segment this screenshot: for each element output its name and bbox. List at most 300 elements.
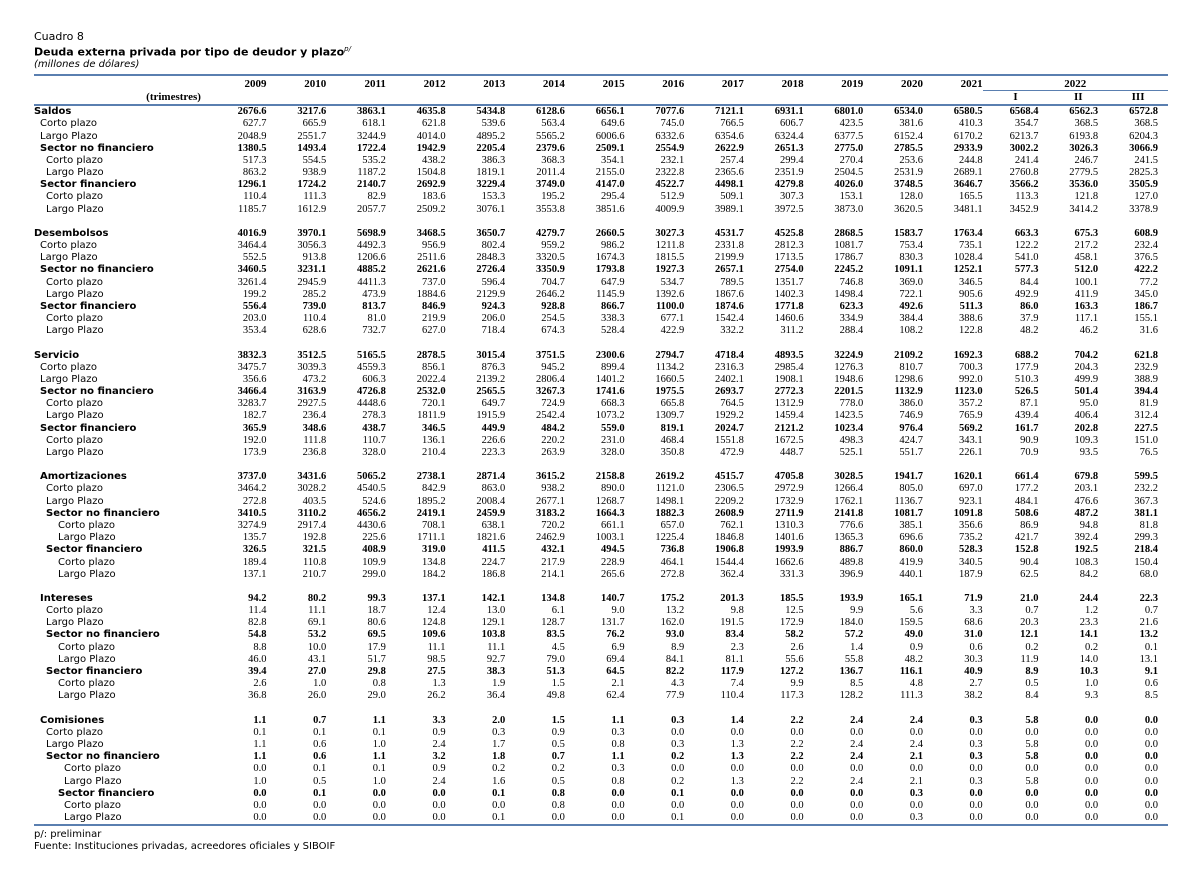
table-row bbox=[34, 167, 1168, 179]
value-cell: 27.0 bbox=[307, 666, 327, 677]
value-cell: 1091.1 bbox=[894, 264, 923, 276]
value-cell: 111.3 bbox=[303, 191, 327, 203]
year-header-blank bbox=[326, 90, 386, 105]
value-cell: 3464.4 bbox=[237, 240, 267, 251]
value-cell: 0.7 bbox=[1025, 605, 1039, 617]
value-cell: 86.9 bbox=[1020, 519, 1039, 531]
value-cell: 2158.8 bbox=[595, 471, 625, 483]
year-header-blank bbox=[267, 90, 327, 105]
value-cell: 1.0 bbox=[372, 738, 386, 750]
value-cell: 0.0 bbox=[850, 812, 864, 824]
value-cell: 746.8 bbox=[839, 276, 864, 288]
value-cell: 1225.4 bbox=[655, 532, 685, 544]
value-cell: 4279.7 bbox=[536, 227, 565, 239]
value-cell: 408.9 bbox=[362, 544, 386, 556]
value-cell: 524.6 bbox=[362, 495, 386, 507]
value-cell: 938.9 bbox=[302, 167, 327, 179]
value-cell: 1145.9 bbox=[596, 288, 625, 300]
value-cell: 49.8 bbox=[546, 690, 565, 702]
value-cell: 1895.2 bbox=[416, 495, 446, 507]
value-cell: 2.4 bbox=[432, 738, 446, 750]
spacer-row bbox=[34, 216, 1168, 228]
value-cell: 184.2 bbox=[421, 568, 446, 580]
table-number: Cuadro 8 bbox=[34, 30, 84, 43]
value-cell: 1793.8 bbox=[595, 264, 625, 276]
value-cell: 627.0 bbox=[421, 325, 446, 337]
table-row bbox=[34, 678, 1168, 690]
value-cell: 0.0 bbox=[1144, 714, 1158, 726]
value-cell: 177.2 bbox=[1014, 483, 1039, 495]
value-cell: 0.0 bbox=[1144, 812, 1158, 824]
value-cell: 1915.9 bbox=[476, 410, 506, 422]
value-cell: 3460.5 bbox=[237, 264, 267, 276]
value-cell: 369.0 bbox=[899, 276, 923, 288]
value-cell: 338.3 bbox=[600, 313, 625, 325]
value-cell: 1493.4 bbox=[297, 142, 327, 154]
value-cell: 0.3 bbox=[969, 751, 983, 763]
value-cell: 4492.3 bbox=[357, 240, 386, 251]
value-cell: 0.9 bbox=[432, 726, 446, 738]
value-cell: 1121.0 bbox=[655, 483, 685, 495]
value-cell: 21.0 bbox=[1020, 592, 1039, 604]
value-cell: 270.4 bbox=[839, 154, 864, 166]
value-cell: 762.1 bbox=[720, 519, 744, 531]
value-cell: 1551.8 bbox=[715, 434, 744, 446]
value-cell: 2794.7 bbox=[655, 349, 685, 361]
value-cell: 559.0 bbox=[600, 422, 625, 434]
value-cell: 116.1 bbox=[899, 666, 923, 677]
value-cell: 661.1 bbox=[600, 519, 625, 531]
value-cell: 203.1 bbox=[1074, 483, 1099, 495]
value-cell: 1660.5 bbox=[655, 373, 685, 385]
row-label: Largo Plazo bbox=[40, 252, 98, 264]
value-cell: 8.9 bbox=[1025, 666, 1039, 677]
value-cell: 0.3 bbox=[969, 714, 983, 726]
value-cell: 2462.9 bbox=[536, 532, 565, 544]
value-cell: 288.4 bbox=[839, 325, 864, 337]
value-cell: 2.2 bbox=[790, 738, 804, 750]
value-cell: 265.6 bbox=[600, 568, 625, 580]
value-cell: 677.1 bbox=[660, 313, 685, 325]
value-cell: 596.4 bbox=[481, 276, 506, 288]
value-cell: 2379.6 bbox=[536, 142, 565, 154]
value-cell: 3028.5 bbox=[834, 471, 864, 483]
table-row bbox=[34, 349, 1168, 361]
year-header: 2010 bbox=[267, 75, 327, 91]
value-cell: 2.1 bbox=[909, 775, 923, 787]
value-cell: 3039.3 bbox=[297, 361, 327, 373]
value-cell: 127.2 bbox=[779, 666, 804, 677]
value-cell: 21.6 bbox=[1139, 617, 1158, 629]
value-cell: 1023.4 bbox=[834, 422, 864, 434]
table-body bbox=[34, 105, 1168, 824]
spacer-row bbox=[34, 702, 1168, 714]
value-cell: 860.0 bbox=[899, 544, 923, 556]
value-cell: 720.2 bbox=[541, 519, 565, 531]
value-cell: 764.5 bbox=[720, 398, 744, 410]
value-cell: 3261.4 bbox=[237, 276, 267, 288]
value-cell: 165.1 bbox=[899, 592, 923, 604]
value-cell: 13.2 bbox=[665, 605, 685, 617]
value-cell: 2.7 bbox=[969, 678, 983, 690]
value-cell: 528.4 bbox=[600, 325, 625, 337]
value-cell: 2509.1 bbox=[595, 142, 625, 154]
value-cell: 227.5 bbox=[1134, 422, 1158, 434]
value-cell: 563.4 bbox=[541, 118, 565, 130]
row-label: Corto plazo bbox=[46, 605, 104, 617]
value-cell: 805.0 bbox=[899, 483, 923, 495]
value-cell: 899.4 bbox=[600, 361, 625, 373]
value-cell: 3452.9 bbox=[1009, 203, 1039, 215]
value-cell: 0.1 bbox=[313, 787, 327, 799]
value-cell: 6332.6 bbox=[655, 130, 685, 142]
value-cell: 3620.5 bbox=[894, 203, 923, 215]
value-cell: 708.1 bbox=[421, 519, 446, 531]
value-cell: 299.4 bbox=[779, 154, 804, 166]
value-cell: 2.4 bbox=[850, 738, 864, 750]
table-row bbox=[34, 276, 1168, 288]
value-cell: 0.3 bbox=[611, 763, 625, 775]
value-cell: 3536.0 bbox=[1069, 179, 1099, 191]
value-cell: 6193.8 bbox=[1069, 130, 1099, 142]
value-cell: 3002.2 bbox=[1009, 142, 1039, 154]
value-cell: 4718.4 bbox=[715, 349, 744, 361]
value-cell: 512.9 bbox=[660, 191, 685, 203]
value-cell: 3350.9 bbox=[536, 264, 565, 276]
value-cell: 29.8 bbox=[367, 666, 386, 677]
row-label: Sector financiero bbox=[40, 422, 137, 434]
value-cell: 0.0 bbox=[850, 799, 864, 811]
value-cell: 3970.1 bbox=[297, 227, 327, 239]
value-cell: 1.3 bbox=[730, 775, 744, 787]
value-cell: 29.0 bbox=[367, 690, 386, 702]
value-cell: 1.1 bbox=[372, 751, 386, 763]
value-cell: 830.3 bbox=[899, 252, 923, 264]
value-cell: 3224.9 bbox=[834, 349, 864, 361]
value-cell: 131.7 bbox=[600, 617, 625, 629]
header-row-quarters bbox=[34, 90, 1168, 105]
value-cell: 2022.4 bbox=[416, 373, 446, 385]
value-cell: 0.1 bbox=[313, 726, 327, 738]
value-cell: 0.3 bbox=[969, 775, 983, 787]
value-cell: 4885.2 bbox=[357, 264, 386, 276]
value-cell: 100.1 bbox=[1074, 276, 1099, 288]
value-cell: 3283.7 bbox=[237, 398, 267, 410]
value-cell: 618.1 bbox=[362, 118, 386, 130]
value-cell: 1073.2 bbox=[595, 410, 625, 422]
value-cell: 5565.2 bbox=[536, 130, 565, 142]
row-label: Largo Plazo bbox=[46, 288, 104, 300]
value-cell: 1206.6 bbox=[357, 252, 386, 264]
value-cell: 923.1 bbox=[958, 495, 983, 507]
value-cell: 928.8 bbox=[541, 300, 565, 312]
table-row bbox=[34, 788, 1168, 800]
value-cell: 674.3 bbox=[541, 325, 565, 337]
value-cell: 599.5 bbox=[1134, 471, 1158, 483]
value-cell: 1185.7 bbox=[238, 203, 267, 215]
value-cell: 134.8 bbox=[421, 556, 446, 568]
row-label: Largo Plazo bbox=[40, 373, 98, 385]
table-title bbox=[34, 43, 1168, 59]
value-cell: 1846.8 bbox=[715, 532, 744, 544]
value-cell: 2726.4 bbox=[476, 264, 506, 276]
value-cell: 2048.9 bbox=[237, 130, 267, 142]
table-row bbox=[34, 714, 1168, 726]
value-cell: 439.4 bbox=[1014, 410, 1039, 422]
value-cell: 0.0 bbox=[969, 726, 983, 738]
value-cell: 1351.7 bbox=[774, 276, 804, 288]
value-cell: 0.3 bbox=[671, 714, 685, 726]
value-cell: 192.0 bbox=[242, 434, 267, 446]
year-header: 2013 bbox=[446, 75, 506, 91]
value-cell: 1134.2 bbox=[655, 361, 685, 373]
table-row bbox=[34, 191, 1168, 203]
value-cell: 384.4 bbox=[899, 313, 923, 325]
table-row bbox=[34, 362, 1168, 374]
table-row bbox=[34, 118, 1168, 130]
value-cell: 376.5 bbox=[1134, 252, 1158, 264]
value-cell: 0.0 bbox=[790, 763, 804, 775]
value-cell: 2622.9 bbox=[715, 142, 744, 154]
value-cell: 137.1 bbox=[242, 568, 267, 580]
value-cell: 3414.2 bbox=[1069, 203, 1099, 215]
value-cell: 244.8 bbox=[958, 154, 983, 166]
value-cell: 2504.5 bbox=[834, 167, 864, 179]
value-cell: 1252.1 bbox=[953, 264, 983, 276]
value-cell: 295.4 bbox=[600, 191, 625, 203]
value-cell: 2532.0 bbox=[416, 386, 446, 398]
value-cell: 0.8 bbox=[551, 787, 565, 799]
value-cell: 83.4 bbox=[725, 629, 744, 641]
value-cell: 535.2 bbox=[362, 154, 386, 166]
value-cell: 623.3 bbox=[839, 300, 864, 312]
value-cell: 192.8 bbox=[302, 532, 327, 544]
value-cell: 4895.2 bbox=[476, 130, 506, 142]
value-cell: 8.5 bbox=[850, 678, 864, 690]
value-cell: 3320.5 bbox=[536, 252, 565, 264]
value-cell: 410.3 bbox=[958, 118, 983, 130]
value-cell: 766.5 bbox=[720, 118, 744, 130]
value-cell: 6562.3 bbox=[1069, 106, 1099, 118]
value-cell: 346.5 bbox=[958, 276, 983, 288]
value-cell: 736.8 bbox=[660, 544, 685, 556]
value-cell: 2825.3 bbox=[1129, 167, 1158, 179]
value-cell: 26.0 bbox=[307, 690, 327, 702]
value-cell: 0.0 bbox=[730, 763, 744, 775]
value-cell: 778.0 bbox=[839, 398, 864, 410]
table-row bbox=[34, 410, 1168, 422]
value-cell: 0.2 bbox=[671, 775, 685, 787]
value-cell: 2008.4 bbox=[476, 495, 506, 507]
year-header-blank bbox=[209, 90, 267, 105]
value-cell: 473.2 bbox=[302, 373, 327, 385]
value-cell: 2201.5 bbox=[834, 386, 864, 398]
value-cell: 223.3 bbox=[481, 447, 506, 458]
value-cell: 117.9 bbox=[720, 666, 744, 677]
value-cell: 191.5 bbox=[720, 617, 744, 629]
value-cell: 724.9 bbox=[541, 398, 565, 410]
value-cell: 236.4 bbox=[302, 410, 327, 422]
value-cell: 1741.6 bbox=[595, 386, 625, 398]
value-cell: 1.7 bbox=[492, 738, 506, 750]
value-cell: 745.0 bbox=[660, 118, 685, 130]
value-cell: 79.0 bbox=[546, 653, 565, 665]
value-cell: 1927.3 bbox=[655, 264, 685, 276]
value-cell: 0.0 bbox=[253, 763, 267, 775]
value-cell: 688.2 bbox=[1014, 349, 1039, 361]
value-cell: 2551.7 bbox=[297, 130, 327, 142]
value-cell: 38.3 bbox=[486, 666, 506, 677]
value-cell: 886.7 bbox=[839, 544, 864, 556]
year-header-blank bbox=[684, 90, 744, 105]
value-cell: 0.3 bbox=[909, 787, 923, 799]
value-cell: 122.8 bbox=[958, 325, 983, 337]
value-cell: 354.1 bbox=[600, 154, 625, 166]
value-cell: 0.0 bbox=[850, 787, 864, 799]
value-cell: 2.1 bbox=[611, 678, 625, 690]
value-cell: 17.9 bbox=[367, 641, 386, 653]
row-label: Largo Plazo bbox=[46, 410, 104, 422]
value-cell: 2.6 bbox=[790, 641, 804, 653]
value-cell: 2351.9 bbox=[774, 167, 804, 179]
table-row bbox=[34, 374, 1168, 386]
value-cell: 113.3 bbox=[1015, 191, 1039, 203]
value-cell: 328.0 bbox=[362, 447, 386, 458]
row-label: Corto plazo bbox=[46, 313, 104, 325]
table-row bbox=[34, 325, 1168, 337]
value-cell: 4525.8 bbox=[774, 227, 804, 239]
value-cell: 46.0 bbox=[248, 653, 267, 665]
value-cell: 11.4 bbox=[248, 605, 267, 617]
value-cell: 539.6 bbox=[481, 118, 506, 130]
bottom-rule bbox=[34, 824, 1168, 826]
value-cell: 657.0 bbox=[660, 519, 685, 531]
value-cell: 464.1 bbox=[660, 556, 685, 568]
value-cell: 489.8 bbox=[839, 556, 864, 568]
value-cell: 3481.1 bbox=[953, 203, 983, 215]
value-cell: 2917.4 bbox=[297, 519, 327, 531]
value-cell: 3.3 bbox=[969, 605, 983, 617]
value-cell: 0.0 bbox=[671, 763, 685, 775]
value-cell: 192.5 bbox=[1074, 544, 1099, 556]
value-cell: 679.8 bbox=[1074, 471, 1099, 483]
value-cell: 124.8 bbox=[421, 617, 446, 629]
value-cell: 2660.5 bbox=[595, 227, 625, 239]
value-cell: 0.0 bbox=[1085, 714, 1099, 726]
value-cell: 0.0 bbox=[611, 812, 625, 824]
table-row bbox=[34, 143, 1168, 155]
value-cell: 2057.7 bbox=[357, 203, 386, 215]
value-cell: 0.0 bbox=[1144, 799, 1158, 811]
value-cell: 219.9 bbox=[421, 313, 446, 325]
value-cell: 665.8 bbox=[660, 398, 685, 410]
value-cell: 0.5 bbox=[1025, 678, 1039, 690]
table-row bbox=[34, 532, 1168, 544]
row-label: Sector financiero bbox=[58, 787, 155, 799]
value-cell: 357.2 bbox=[958, 398, 983, 410]
value-cell: 621.8 bbox=[421, 118, 446, 130]
document bbox=[34, 30, 1168, 853]
value-cell: 82.2 bbox=[665, 666, 685, 677]
value-cell: 722.1 bbox=[899, 288, 923, 300]
value-cell: 84.2 bbox=[1079, 568, 1099, 580]
table-row bbox=[34, 495, 1168, 507]
spacer-cell bbox=[34, 702, 1168, 714]
value-cell: 334.9 bbox=[839, 313, 864, 325]
stub-header-blank bbox=[34, 75, 209, 91]
value-cell: 3378.9 bbox=[1129, 203, 1158, 215]
value-cell: 0.0 bbox=[909, 799, 923, 811]
value-cell: 789.5 bbox=[720, 276, 744, 288]
value-cell: 110.8 bbox=[302, 556, 327, 568]
value-cell: 13.1 bbox=[1139, 653, 1158, 665]
year-header-blank bbox=[625, 90, 685, 105]
value-cell: 2785.5 bbox=[894, 142, 923, 154]
value-cell: 4893.5 bbox=[774, 349, 804, 361]
value-cell: 2775.0 bbox=[834, 142, 864, 154]
value-cell: 3026.3 bbox=[1069, 142, 1099, 154]
value-cell: 511.3 bbox=[959, 300, 983, 312]
value-cell: 6324.4 bbox=[774, 130, 804, 142]
value-cell: 735.2 bbox=[958, 532, 983, 544]
table-row bbox=[34, 301, 1168, 313]
row-label: Corto plazo bbox=[40, 361, 98, 373]
value-cell: 81.8 bbox=[1139, 519, 1158, 531]
value-cell: 0.0 bbox=[611, 799, 625, 811]
value-cell: 12.1 bbox=[1020, 629, 1039, 641]
row-label: Largo Plazo bbox=[58, 653, 116, 665]
value-cell: 69.1 bbox=[307, 617, 327, 629]
value-cell: 2871.4 bbox=[476, 471, 506, 483]
value-cell: 608.9 bbox=[1134, 227, 1158, 239]
value-cell: 142.1 bbox=[481, 592, 506, 604]
value-cell: 68.0 bbox=[1139, 568, 1158, 580]
value-cell: 1.0 bbox=[253, 775, 267, 787]
value-cell: 498.3 bbox=[839, 434, 864, 446]
value-cell: 956.9 bbox=[421, 240, 446, 251]
value-cell: 1762.1 bbox=[834, 495, 864, 507]
value-cell: 3512.5 bbox=[297, 349, 327, 361]
row-label: Largo Plazo bbox=[58, 690, 116, 702]
value-cell: 0.1 bbox=[253, 726, 267, 738]
value-cell: 22.3 bbox=[1139, 592, 1158, 604]
value-cell: 0.0 bbox=[790, 812, 804, 824]
value-cell: 0.0 bbox=[492, 799, 506, 811]
table-row bbox=[34, 228, 1168, 240]
value-cell: 0.0 bbox=[1144, 726, 1158, 738]
value-cell: 83.5 bbox=[546, 629, 565, 641]
value-cell: 6568.4 bbox=[1009, 106, 1039, 118]
value-cell: 0.0 bbox=[372, 812, 386, 824]
value-cell: 388.9 bbox=[1134, 373, 1158, 385]
value-cell: 0.2 bbox=[1085, 641, 1099, 653]
value-cell: 3646.7 bbox=[953, 179, 983, 191]
value-cell: 4026.0 bbox=[834, 179, 864, 191]
value-cell: 9.9 bbox=[790, 678, 804, 690]
value-cell: 2651.3 bbox=[774, 142, 804, 154]
row-label: Corto plazo bbox=[64, 799, 122, 811]
value-cell: 272.8 bbox=[242, 495, 267, 507]
value-cell: 0.0 bbox=[969, 799, 983, 811]
value-cell: 2306.5 bbox=[715, 483, 744, 495]
value-cell: 732.7 bbox=[362, 325, 386, 337]
value-cell: 1.3 bbox=[730, 738, 744, 750]
row-label: Sector no financiero bbox=[40, 142, 154, 154]
table-row bbox=[34, 130, 1168, 142]
value-cell: 2542.4 bbox=[536, 410, 565, 422]
value-cell: 4656.2 bbox=[357, 507, 386, 519]
row-label: Corto plazo bbox=[58, 519, 116, 531]
